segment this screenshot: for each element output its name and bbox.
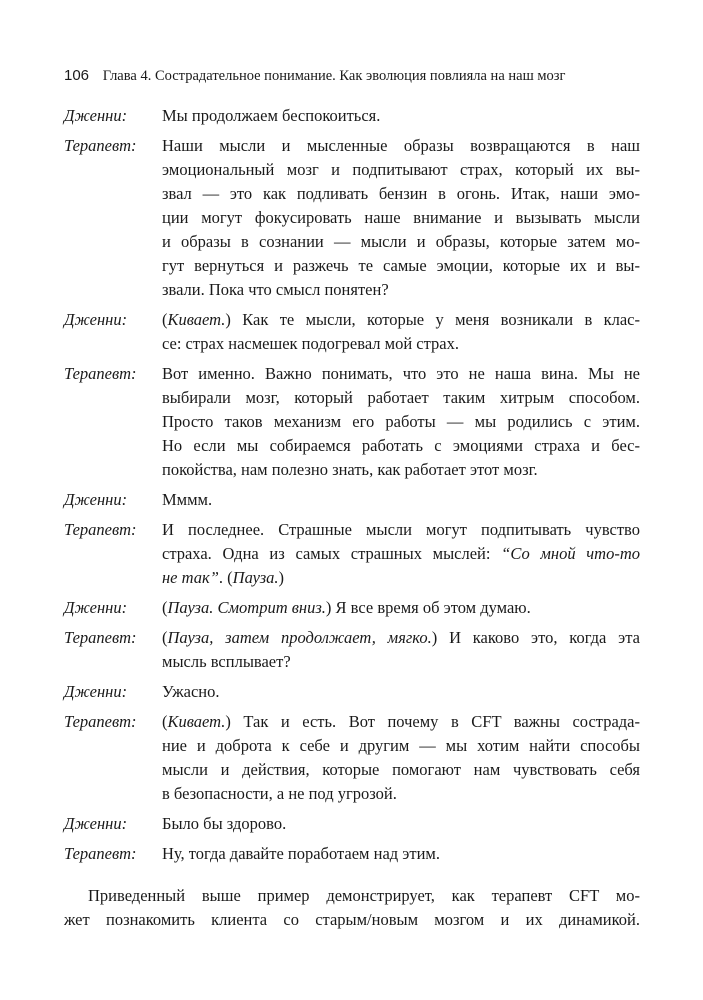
speech-line xyxy=(162,254,640,278)
speaker-label: Терапевт: xyxy=(64,136,137,155)
speech-line xyxy=(162,542,640,566)
speech-line xyxy=(162,362,640,386)
dialogue-turn xyxy=(64,626,640,674)
text-run: выбирали мозг, который работает таким хитрым способом. xyxy=(162,388,640,407)
text-run: ции могут фокусировать наше внимание и вызывать мысли xyxy=(162,208,640,227)
text-run: Наши мысли и мысленные образы возвращаются в наш xyxy=(162,136,640,155)
italic-text: Пауза. Смотрит вниз. xyxy=(167,598,326,617)
speech-line xyxy=(162,182,640,206)
dialogue-turn xyxy=(64,488,640,512)
speech-line xyxy=(162,134,640,158)
speech-line xyxy=(162,158,640,182)
speech-line xyxy=(162,410,640,434)
speech-line xyxy=(162,782,640,806)
speech-line xyxy=(162,206,640,230)
speech-line xyxy=(162,596,640,620)
speech-line xyxy=(162,566,640,590)
speech-line xyxy=(162,650,640,674)
italic-text: не так” xyxy=(162,568,219,587)
dialogue-turn xyxy=(64,596,640,620)
speaker-label: Дженни: xyxy=(64,310,128,329)
text-run: ) xyxy=(278,568,285,587)
speaker-label: Терапевт: xyxy=(64,844,137,863)
text-run: . ( xyxy=(218,568,233,587)
speech-text xyxy=(162,596,640,620)
dialogue-turn xyxy=(64,518,640,590)
body-paragraph xyxy=(64,884,640,932)
text-run: страха. Одна из самых страшных мыслей: xyxy=(162,544,502,563)
text-run: ( xyxy=(162,628,168,647)
speaker-label: Дженни: xyxy=(64,814,128,833)
speech-text xyxy=(162,518,640,590)
speech-line xyxy=(162,842,640,866)
speaker-label: Дженни: xyxy=(64,490,128,509)
text-run: ( xyxy=(162,712,168,731)
italic-text: Пауза. xyxy=(232,568,279,587)
text-run: ) Я все время об этом думаю. xyxy=(325,598,531,617)
page-number: 106 xyxy=(64,67,90,84)
dialogue-turn xyxy=(64,812,640,836)
italic-text: Кивает. xyxy=(167,310,226,329)
speech-line xyxy=(162,734,640,758)
speech-line xyxy=(162,332,640,356)
dialogue-turn xyxy=(64,104,640,128)
speech-line xyxy=(162,518,640,542)
speaker-label: Терапевт: xyxy=(64,520,137,539)
speaker-label: Терапевт: xyxy=(64,712,137,731)
dialogue-turn xyxy=(64,134,640,302)
chapter-title: Глава 4. Сострадательное понимание. Как эволюция повлияла на наш мозг xyxy=(102,68,566,84)
text-run: Мы продолжаем беспокоиться. xyxy=(162,106,381,125)
text-run: Но если мы собираемся работать с эмоциями страха и бес- xyxy=(162,436,640,455)
speech-line xyxy=(162,458,640,482)
speech-text xyxy=(162,488,640,512)
text-run: звали. Пока что смысл понятен? xyxy=(162,280,389,299)
speech-line xyxy=(162,758,640,782)
speaker-label: Терапевт: xyxy=(64,364,137,383)
text-run: Было бы здорово. xyxy=(162,814,287,833)
speaker-label: Терапевт: xyxy=(64,628,137,647)
speech-line xyxy=(162,386,640,410)
speech-line xyxy=(162,308,640,332)
text-run: ) И каково это, когда эта xyxy=(431,628,641,647)
text-run: мысли и действия, которые помогают нам чувствовать себя xyxy=(162,760,640,779)
paragraph-line: Приведенный выше пример демонстрирует, как терапевт CFT мо- xyxy=(88,886,640,905)
text-run: мысль всплывает? xyxy=(162,652,291,671)
paragraph-line: жет познакомить клиента со старым/новым мозгом и их динамикой. xyxy=(64,910,640,929)
italic-text: Кивает. xyxy=(167,712,226,731)
speech-line xyxy=(162,104,640,128)
text-run: ) Так и есть. Вот почему в CFT важны сострада- xyxy=(225,712,640,731)
speaker-label: Дженни: xyxy=(64,106,128,125)
speech-text xyxy=(162,104,640,128)
dialogue-turn xyxy=(64,680,640,704)
text-run: в безопасности, а не под угрозой. xyxy=(162,784,397,803)
text-run: ние и доброта к себе и другим — мы хотим найти способы xyxy=(162,736,640,755)
text-run: Вот именно. Важно понимать, что это не наша вина. Мы не xyxy=(162,364,640,383)
speech-line xyxy=(162,230,640,254)
text-run: ( xyxy=(162,598,168,617)
dialogue-turn xyxy=(64,842,640,866)
speech-line xyxy=(162,710,640,734)
text-run: эмоциональный мозг и подпитывают страх, который их вы- xyxy=(162,160,640,179)
speech-text xyxy=(162,308,640,356)
dialogue-transcript xyxy=(64,104,640,872)
dialogue-turn xyxy=(64,710,640,806)
speaker-label: Дженни: xyxy=(64,598,128,617)
speech-text xyxy=(162,842,640,866)
italic-text: Пауза, затем продолжает, мягко. xyxy=(167,628,432,647)
speech-text xyxy=(162,626,640,674)
text-run: гут вернуться и разжечь те самые эмоции, которые их и вы- xyxy=(162,256,640,275)
text-run: Ужасно. xyxy=(162,682,220,701)
speech-line xyxy=(162,488,640,512)
text-run: Просто таков механизм его работы — мы родились с этим. xyxy=(162,412,640,431)
italic-text: “Со мной что-то xyxy=(501,544,640,563)
speech-text xyxy=(162,710,640,806)
speech-line xyxy=(162,812,640,836)
speech-line xyxy=(162,278,640,302)
text-run: звал — это как подливать бензин в огонь. Итак, наши эмо- xyxy=(162,184,640,203)
speech-text xyxy=(162,362,640,482)
text-run: се: страх насмешек подогревал мой страх. xyxy=(162,334,459,353)
speech-text xyxy=(162,680,640,704)
text-run: покойства, нам полезно знать, как работает этот мозг. xyxy=(162,460,538,479)
text-run: и образы в сознании — мысли и образы, которые затем мо- xyxy=(162,232,640,251)
text-run: ) Как те мысли, которые у меня возникали в клас- xyxy=(225,310,640,329)
text-run: ( xyxy=(162,310,168,329)
dialogue-turn xyxy=(64,308,640,356)
text-run: Мммм. xyxy=(162,490,213,509)
speech-line xyxy=(162,626,640,650)
text-run: Ну, тогда давайте поработаем над этим. xyxy=(162,844,440,863)
speech-text xyxy=(162,134,640,302)
speech-line xyxy=(162,434,640,458)
speech-text xyxy=(162,812,640,836)
speaker-label: Дженни: xyxy=(64,682,128,701)
running-header xyxy=(64,66,644,86)
text-run: И последнее. Страшные мысли могут подпитывать чувство xyxy=(162,520,640,539)
speech-line xyxy=(162,680,640,704)
dialogue-turn xyxy=(64,362,640,482)
